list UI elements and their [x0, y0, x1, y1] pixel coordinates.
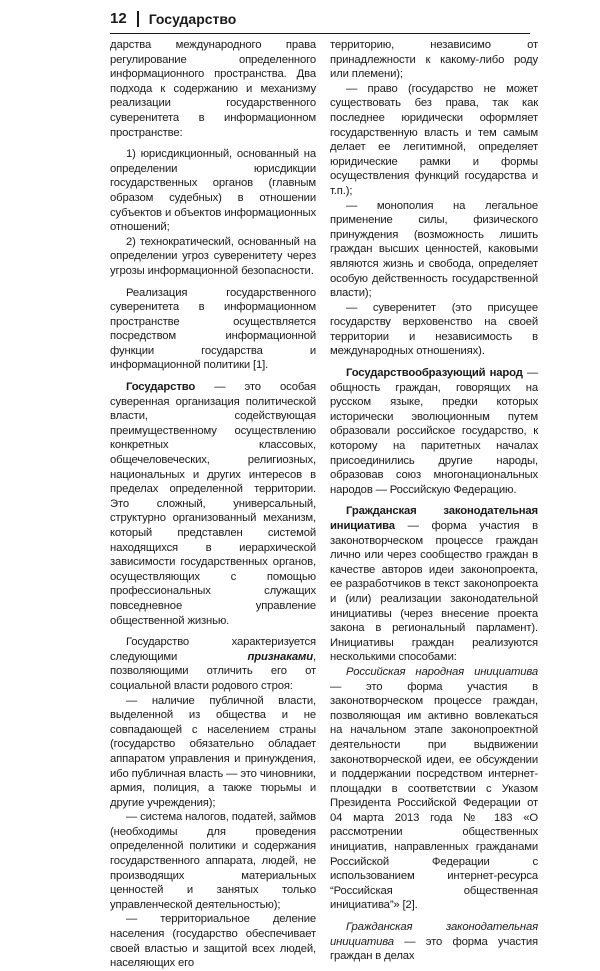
text-fragment: , позволяющими отличить его от социальной власти родового строя: — [110, 650, 316, 692]
left-column — [110, 38, 316, 971]
header-divider — [137, 11, 139, 27]
text-fragment: — это форма участия граждан в делах — [330, 935, 538, 963]
list-item: — территориальное деление населения (государство обеспечивает своей властью и защитой всех людей, населяющих его — [110, 913, 316, 970]
list-item: — право (государство не может существовать без права, так как последнее юридически оформляет государственную власть и тем самым делает ее легитимной, определяет юридические рамки и формы осуществления функций государства и т.п.); — [330, 82, 538, 197]
paragraph: дарства международного права регулирование определенного информационного пространства. Два подхода к содержанию и механизму реализации государственного суверенитета в информационном пространстве: — [110, 39, 316, 139]
definition-text: — это особая суверенная организация политической власти, содействующая преимущественному осуществлению конкретных классовых, общечеловеческих, религиозных, национальных и других интересов в пределах определенной территории. Это сложный, универсальный, структурно организованный механизм, который представлен системой находящихся в иерархической зависимости государственных органов, осуществляющих с помощью профессиональных служащих повседневное управление общественной жизнью. — [110, 381, 316, 627]
emphasis: Российская народная инициатива — [346, 665, 538, 678]
emphasis: признаками — [247, 650, 313, 663]
list-item: — монополия на легальное применение силы, физического принуждения (возможность лишить граждан высших ценностей, каковыми являются жизнь и свобода, определяет особую действенность государственной власти); — [330, 199, 538, 300]
page-number: 12 — [110, 10, 127, 27]
term: Государствообразующий народ — [346, 367, 523, 380]
text-fragment: Государство характеризуется следующими — [110, 636, 316, 663]
term: Гражданская законодательная инициатива — [330, 505, 538, 532]
paragraph — [330, 920, 538, 964]
paragraph: 2) технократический, основанный на определении угроз суверенитету через угрозы информационной безопасности. — [110, 235, 316, 277]
running-header — [110, 10, 530, 27]
emphasis: Гражданская законодательная инициатива — [330, 921, 538, 948]
paragraph — [110, 635, 316, 693]
paragraph — [330, 665, 538, 913]
term: Государство — [126, 381, 196, 394]
definition-narod — [330, 366, 538, 497]
paragraph: Реализация государственного суверенитета в информационном пространстве осуществляется посредством информационной функции государства и информационной политики [1]. — [110, 286, 316, 372]
text-fragment: — это форма участия в законотворческом процессе граждан, позволяющая им активно вовлекаться на начальном этапе законопроектной деятельности при выдвижении законотворческой идеи, ее обсуждении и поддержании посредством интернет-площадки в соответствии с Указом Президента Российской Федерации от 04 марта 2013 года № 183 «О рассмотрении общественных инициатив, направленных гражданами Российской Федерации с использованием интернет-ресурса “Российская общественная инициатива”» [2]. — [330, 680, 538, 912]
list-item: — суверенитет (это присущее государству верховенство на своей территории и независимость в международных отношениях). — [330, 301, 538, 358]
paragraph: территорию, независимо от принадлежности к какому-либо роду или племени); — [330, 39, 538, 81]
section-title: Государство — [148, 10, 237, 27]
definition-gosudarstvo — [110, 380, 316, 628]
header-rule — [110, 33, 530, 34]
definition-text: — общность граждан, говорящих на русском языке, предки которых исторически эволюционным путем образовали российское государство, к которому на паритетных началах присоединились другие народы, образовав союз многонациональных народов — Российскую Федерацию. — [330, 367, 538, 496]
paragraph: 1) юрисдикционный, основанный на определении юрисдикции государственных органов (главным образом судебных) в отношении субъектов и объектов информационных отношений; — [110, 148, 316, 234]
definition-text: — форма участия в законотворческом процессе граждан лично или через сообщество граждан в качестве авторов идеи законопроекта, ее разработчиков в текст законопроекта и (или) реализации законодательной инициативы (через внесение проекта закона в региональный парламент). Инициативы граждан реализуются несколькими способами: — [330, 520, 538, 664]
definition-initiative — [330, 504, 538, 665]
list-item: — система налогов, податей, займов (необходимы для проведения определенной политики и содержания государственного аппарата, людей, не производящих материальных ценностей и занятых только управленческой деятельностью); — [110, 811, 316, 911]
list-item: — наличие публичной власти, выделенной из общества и не совпадающей с населением страны (государство обязательно обладает аппаратом управления и принуждения, ибо публичная власть — это чиновники, армия, полиция, а также тюрьмы и другие учреждения); — [110, 694, 316, 809]
right-column — [330, 38, 538, 964]
